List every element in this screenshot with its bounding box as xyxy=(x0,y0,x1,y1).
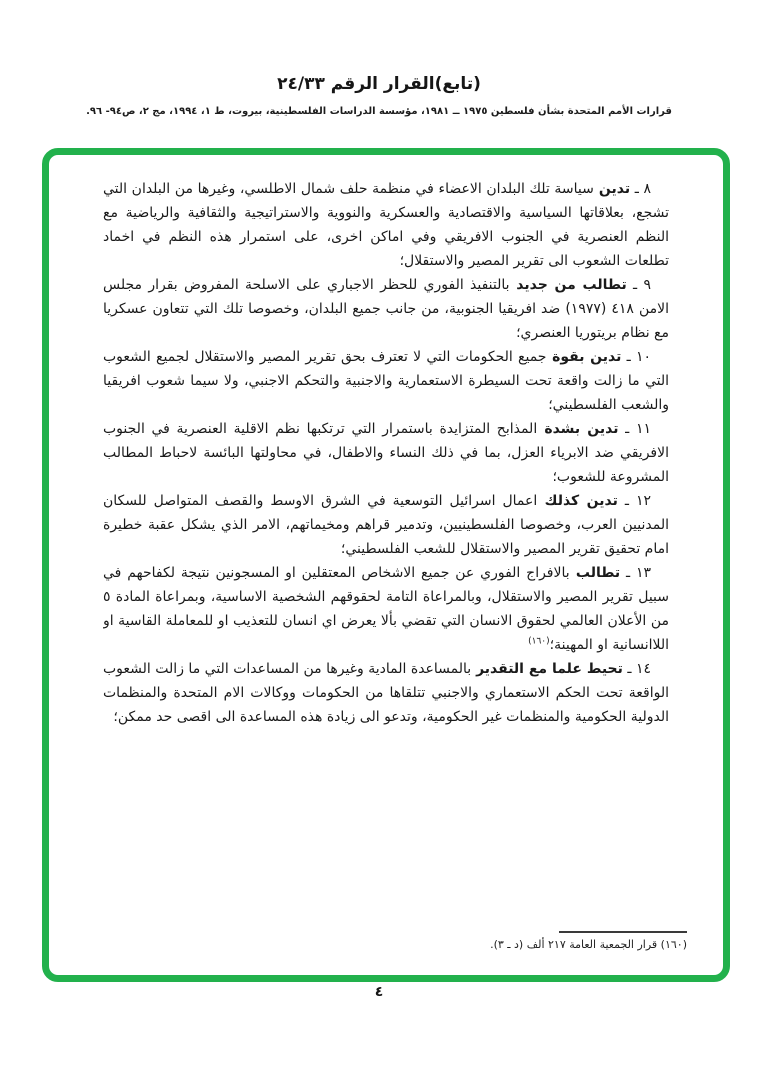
footnote-separator xyxy=(559,931,687,933)
resolution-paragraph xyxy=(103,489,669,561)
paragraph-number: ٨ ـ xyxy=(630,181,651,197)
resolution-paragraph xyxy=(103,345,669,417)
paragraph-text: اعمال اسرائيل التوسعية في الشرق الاوسط والقصف المتواصل للسكان المدنيين العرب، وخصوصا الفلسطينيين، وتدمير قراهم ومخيماتهم، الامر الذي يشكل عقبة خطيرة امام تحقيق تقرير المصير والاستقلال للشعب الفلسطيني؛ xyxy=(103,493,669,557)
paragraph-lead: تطالب xyxy=(569,565,621,581)
paragraph-text: سياسة تلك البلدان الاعضاء في منظمة حلف شمال الاطلسي، وغيرها من البلدان التي تشجع، بعلاقاتها السياسية والاقتصادية والعسكرية والنووية والاستراتيجية والثقافية والرياضية مع النظم العنصرية في الجنوب الافريقي وفي اماكن اخرى، على استمرار هذه النظم في اخماد تطلعات الشعوب الى تقرير المصير والاستقلال؛ xyxy=(103,181,669,269)
page-title: (تابع)القرار الرقم ٢٤/٣٣ xyxy=(277,74,481,94)
paragraph-lead: تدين كذلك xyxy=(537,493,618,509)
paragraph-text: بالمساعدة المادية وغيرها من المساعدات التي ما زالت الشعوب الواقعة تحت الحكم الاستعماري والاجنبي تتلقاها من الحكومات ووكالات الام المتحدة والمنظمات الدولية الحكومية والمنظمات غير الحكومية، وتدعو الى زيادة هذه المساعدة الى اقصى حد ممكن؛ xyxy=(103,661,669,725)
resolution-paragraph xyxy=(103,417,669,489)
paragraph-lead: تحيط علما مع التقدير xyxy=(471,661,623,677)
paragraph-lead: تدين xyxy=(593,181,631,197)
footnote-reference: (١٦٠) xyxy=(528,636,550,647)
paragraph-number: ١١ ـ xyxy=(618,421,651,437)
paragraph-text: بالتنفيذ الفوري للحظر الاجباري على الاسلحة المفروض بقرار مجلس الامن ٤١٨ (١٩٧٧) ضد افريقيا الجنوبية، من جانب جميع البلدان، وخصوصا تلك التي تتعاون عسكريا مع نظام بريتوريا العنصري؛ xyxy=(103,277,669,341)
paragraph-number: ١٢ ـ xyxy=(617,493,652,509)
resolution-paragraph xyxy=(103,561,669,657)
paragraph-number: ٩ ـ xyxy=(626,277,651,293)
highlight-box xyxy=(42,148,730,982)
paragraph-number: ١٣ ـ xyxy=(620,565,651,581)
source-citation: قرارات الأمم المتحدة بشأن فلسطين ١٩٧٥ ــ ١٩٨١، مؤسسة الدراسات الفلسطينية، بيروت، ط ١، ١٩٩٤، مج ٢، ص٩٤- ٩٦. xyxy=(86,106,672,117)
paragraph-text: المذابح المتزايدة باستمرار التي ترتكبها نظم الاقلية العنصرية في الجنوب الافريقي ضد الابرياء العزل، بما في ذلك النساء والاطفال، في محاولتها البائسة لاحباط المطالب المشروعة للشعوب؛ xyxy=(103,421,669,485)
document-body xyxy=(103,177,669,903)
resolution-paragraph xyxy=(103,273,669,345)
paragraph-text: جميع الحكومات التي لا تعترف بحق تقرير المصير والاستقلال لجميع الشعوب التي ما زالت واقعة تحت السيطرة الاستعمارية والاجنبية والتحكم الاجنبي، ولا سيما شعوب افريقيا والشعب الفلسطيني؛ xyxy=(103,349,669,413)
paragraph-number: ١٤ ـ xyxy=(622,661,651,677)
footnote-text: (١٦٠) قرار الجمعية العامة ٢١٧ ألف (د ـ ٣). xyxy=(490,938,687,951)
page-number: ٤ xyxy=(374,984,384,1000)
paragraph-text: بالافراج الفوري عن جميع الاشخاص المعتقلين او المسجونين نتيجة لكفاحهم في سبيل تقرير المصير والاستقلال، وبالمراعاة التامة لحقوقهم الشخصية الاساسية، وبمراعاة المادة ٥ من الأعلان العالمي لحقوق الانسان التي تقضي بألا يعرض اي انسان للتعذيب او للمعاملة القاسية او اللاانسانية او المهينة؛ xyxy=(103,565,669,653)
resolution-paragraph xyxy=(103,657,669,729)
paragraph-lead: تدين بقوة xyxy=(546,349,622,365)
paragraph-number: ١٠ ـ xyxy=(621,349,651,365)
paragraph-lead: تطالب من جديد xyxy=(509,277,627,293)
paragraph-lead: تدين بشدة xyxy=(537,421,619,437)
footnote-area xyxy=(490,931,687,951)
resolution-paragraph xyxy=(103,177,669,273)
